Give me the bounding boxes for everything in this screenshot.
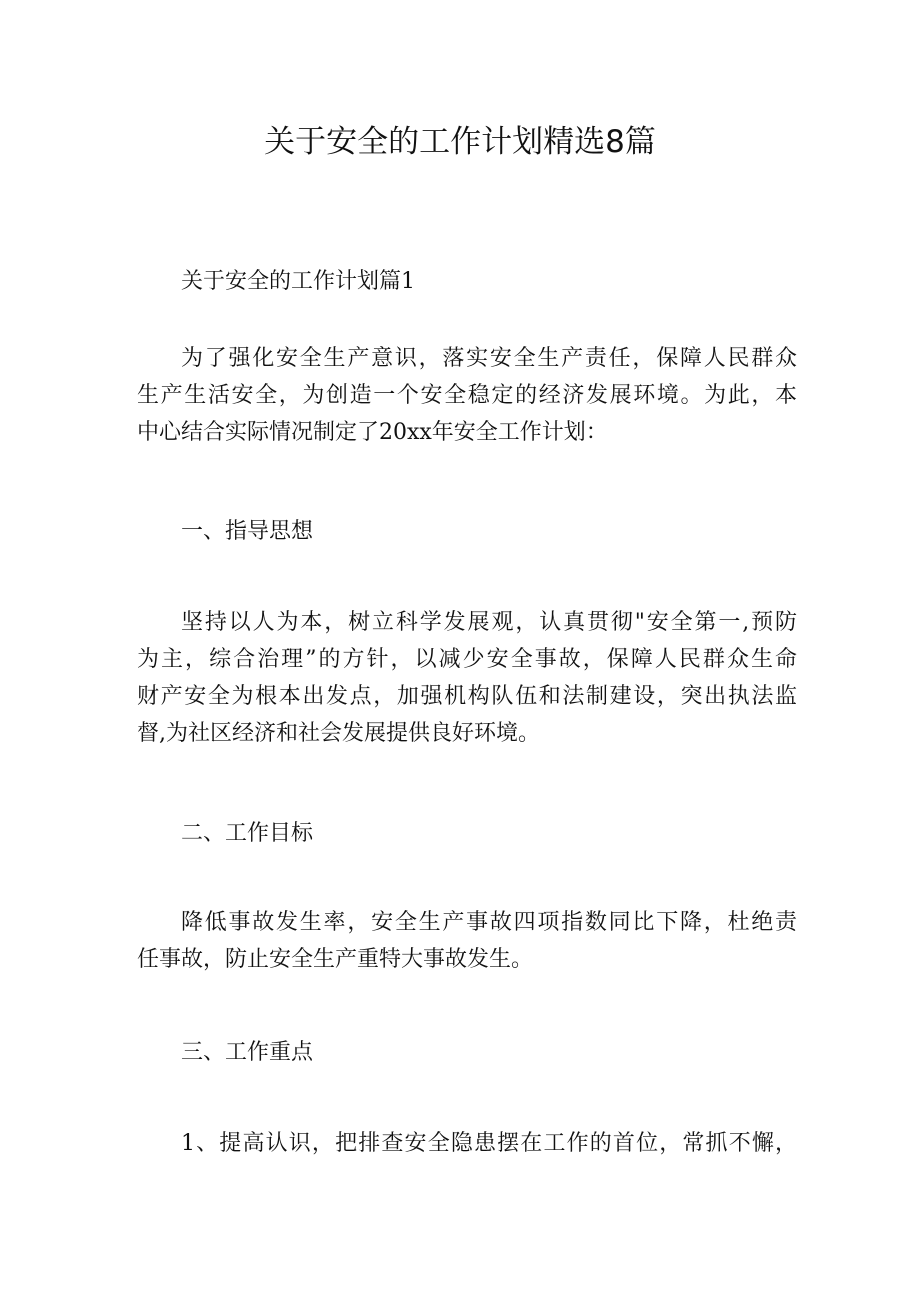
document-title: 关于安全的工作计划精选8篇 <box>264 124 656 160</box>
heading-guiding-ideology-text: 一、指导思想 <box>181 519 314 544</box>
intro-line-3: 中心结合实际情况制定了20xx年安全工作计划： <box>137 420 608 445</box>
intro-line-1: 为了强化安全生产意识，落实安全生产责任，保障人民群众 <box>181 346 797 371</box>
guiding-line-2: 为主，综合治理”的方针，以减少安全事故，保障人民群众生命 <box>137 647 797 672</box>
section-heading <box>137 263 797 300</box>
heading-work-focus-text: 三、工作重点 <box>181 1040 314 1065</box>
heading-work-focus <box>137 1034 797 1071</box>
point-1-line-1: 1、提高认识，把排查安全隐患摆在工作的首位，常抓不懈， <box>181 1131 797 1156</box>
guiding-line-1: 坚持以人为本，树立科学发展观，认真贯彻"安全第一,预防 <box>181 610 797 635</box>
section-heading-text: 关于安全的工作计划篇1 <box>181 269 415 294</box>
goal-line-1: 降低事故发生率，安全生产事故四项指数同比下降，杜绝责 <box>181 910 797 935</box>
guiding-line-3: 财产安全为根本出发点，加强机构队伍和法制建设，突出执法监 <box>137 684 797 709</box>
goal-paragraph <box>137 904 797 978</box>
guiding-line-4: 督,为社区经济和社会发展提供良好环境。 <box>137 721 540 746</box>
heading-work-goal-text: 二、工作目标 <box>181 821 314 846</box>
intro-paragraph <box>137 340 797 451</box>
guiding-paragraph <box>137 604 797 752</box>
point-1-paragraph <box>137 1125 797 1162</box>
heading-work-goal <box>137 815 797 852</box>
heading-guiding-ideology <box>137 513 797 550</box>
intro-line-2: 生产生活安全，为创造一个安全稳定的经济发展环境。为此，本 <box>137 383 797 408</box>
goal-line-2: 任事故，防止安全生产重特大事故发生。 <box>137 947 534 972</box>
